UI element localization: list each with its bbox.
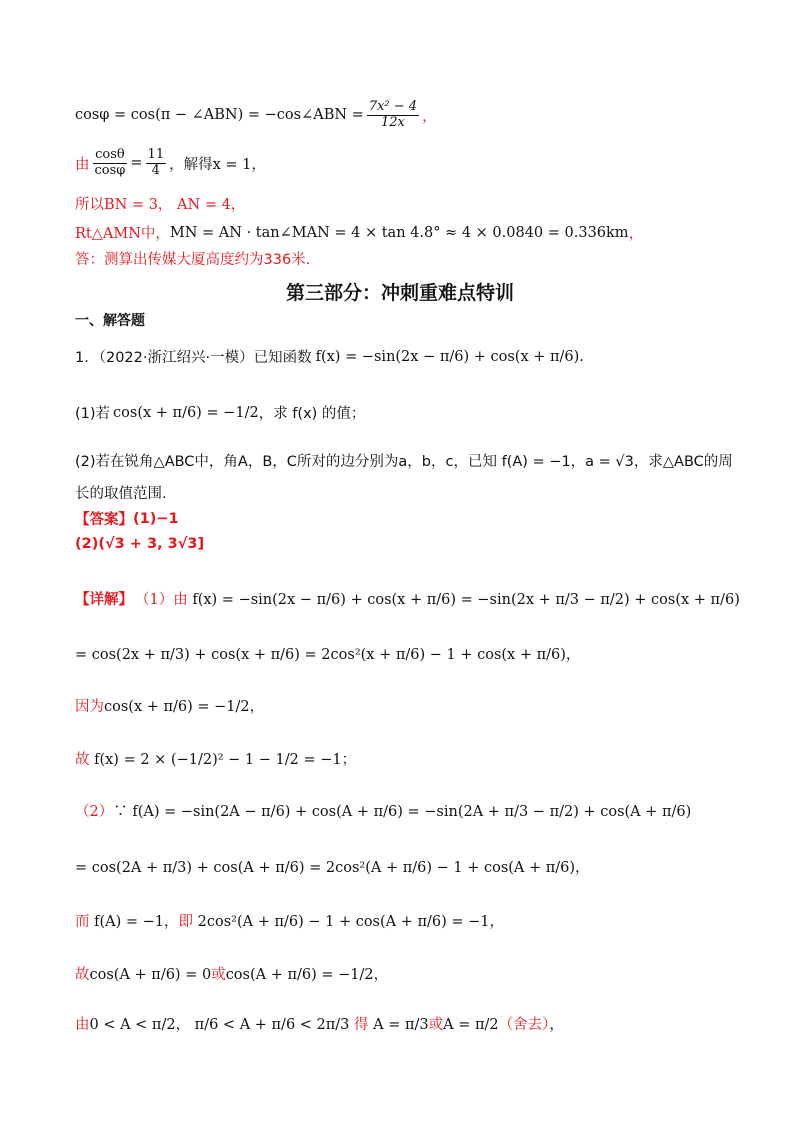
frac-den: 4	[151, 162, 160, 178]
text: 所以BN = 3， AN = 4，	[75, 197, 246, 213]
punct: ，	[422, 108, 437, 125]
frac-num: 11	[147, 147, 165, 162]
detail-7	[75, 910, 504, 931]
detail-4	[75, 748, 356, 769]
derivation: （1）由 f(x) = −sin(2x − π/6) + cos(x + π/6) = −sin(2x + π/3 − π/2) + cos(x + π/6)	[135, 592, 740, 608]
text: 长的取值范围.	[75, 486, 167, 502]
detail-3	[75, 695, 264, 716]
text: 1．（2022·浙江绍兴·一模）已知函数	[75, 350, 312, 366]
detail-tag: 【详解】	[75, 592, 133, 608]
line-answer-height	[75, 248, 310, 269]
punct: ，	[628, 226, 644, 242]
equals: =	[130, 155, 143, 172]
cos-phi-expr: cosφ = cos(π − ∠ABN) = −cos∠ABN =	[75, 107, 364, 124]
detail-9	[75, 1013, 564, 1034]
detail-8	[75, 963, 388, 984]
frac-num: cosθ	[95, 147, 125, 162]
derivation: = cos(2A + π/3) + cos(A + π/6) = 2cos²(A + π/6) − 1 + cos(A + π/6)，	[75, 860, 590, 876]
line-bn-an	[75, 193, 245, 214]
detail-6	[75, 856, 590, 877]
text: Rt△AMN中，	[75, 226, 170, 242]
fraction	[93, 148, 128, 179]
text: ，求 f(x) 的值；	[258, 406, 366, 422]
problem-part-2-cont	[75, 482, 167, 503]
part-heading: 第三部分：冲刺重难点特训	[285, 282, 514, 304]
detail-5	[75, 800, 691, 821]
line-cos-phi	[75, 100, 437, 131]
section-title	[75, 310, 145, 330]
text: 由	[75, 156, 90, 173]
text: ，解得x = 1，	[169, 156, 266, 173]
problem-part-2	[75, 450, 733, 471]
mn-expr: MN = AN · tan∠MAN = 4 × tan 4.8° ≈ 4 × 0.0840 = 0.336km	[169, 224, 629, 241]
line-solve-x	[75, 148, 266, 179]
function-def: f(x) = −sin(2x − π/6) + cos(x + π/6).	[315, 348, 584, 365]
detail-1	[75, 588, 740, 609]
answer-2	[75, 536, 204, 552]
derivation: （2）∵ f(A) = −sin(2A − π/6) + cos(A + π/6) = −sin(2A + π/3 − π/2) + cos(A + π/6)	[75, 804, 692, 820]
derivation: 故 f(x) = 2 × (−1/2)² − 1 − 1/2 = −1；	[75, 752, 357, 768]
line-rt-amn	[75, 222, 643, 243]
fraction	[146, 148, 167, 179]
condition: cos(x + π/6) = −1/2	[113, 404, 259, 421]
text: (1)若	[75, 406, 111, 422]
text: 答：测算出传媒大厦高度约为336米.	[75, 252, 311, 268]
answer-value: (2)(√3 + 3, 3√3]	[75, 536, 205, 552]
answer-tag: 【答案】	[75, 512, 133, 528]
problem-1	[75, 346, 584, 367]
text: 一、解答题	[75, 313, 145, 329]
detail-2	[75, 643, 580, 664]
frac-num: 7x² − 4	[368, 99, 418, 114]
derivation: 故cos(A + π/6) = 0或cos(A + π/6) = −1/2，	[75, 967, 389, 983]
fraction	[367, 100, 419, 131]
derivation: = cos(2x + π/3) + cos(x + π/6) = 2cos²(x + π/6) − 1 + cos(x + π/6)，	[75, 647, 581, 663]
frac-den: cosφ	[94, 162, 126, 178]
frac-den: 12x	[381, 114, 405, 130]
problem-part-1	[75, 402, 365, 423]
derivation: 而 f(A) = −1，即 2cos²(A + π/6) − 1 + cos(A + π/6) = −1，	[75, 914, 505, 930]
answer-1	[75, 508, 179, 529]
derivation: 由0 < A < π/2， π/6 < A + π/6 < 2π/3 得 A = π/3或A = π/2（舍去），	[75, 1017, 564, 1033]
answer-value: (1)−1	[133, 510, 179, 527]
derivation: 因为cos(x + π/6) = −1/2，	[75, 699, 265, 715]
text: (2)若在锐角△ABC中，角A，B，C所对的边分别为a，b，c，已知 f(A) = −1，a = √3，求△ABC的周	[75, 454, 733, 470]
